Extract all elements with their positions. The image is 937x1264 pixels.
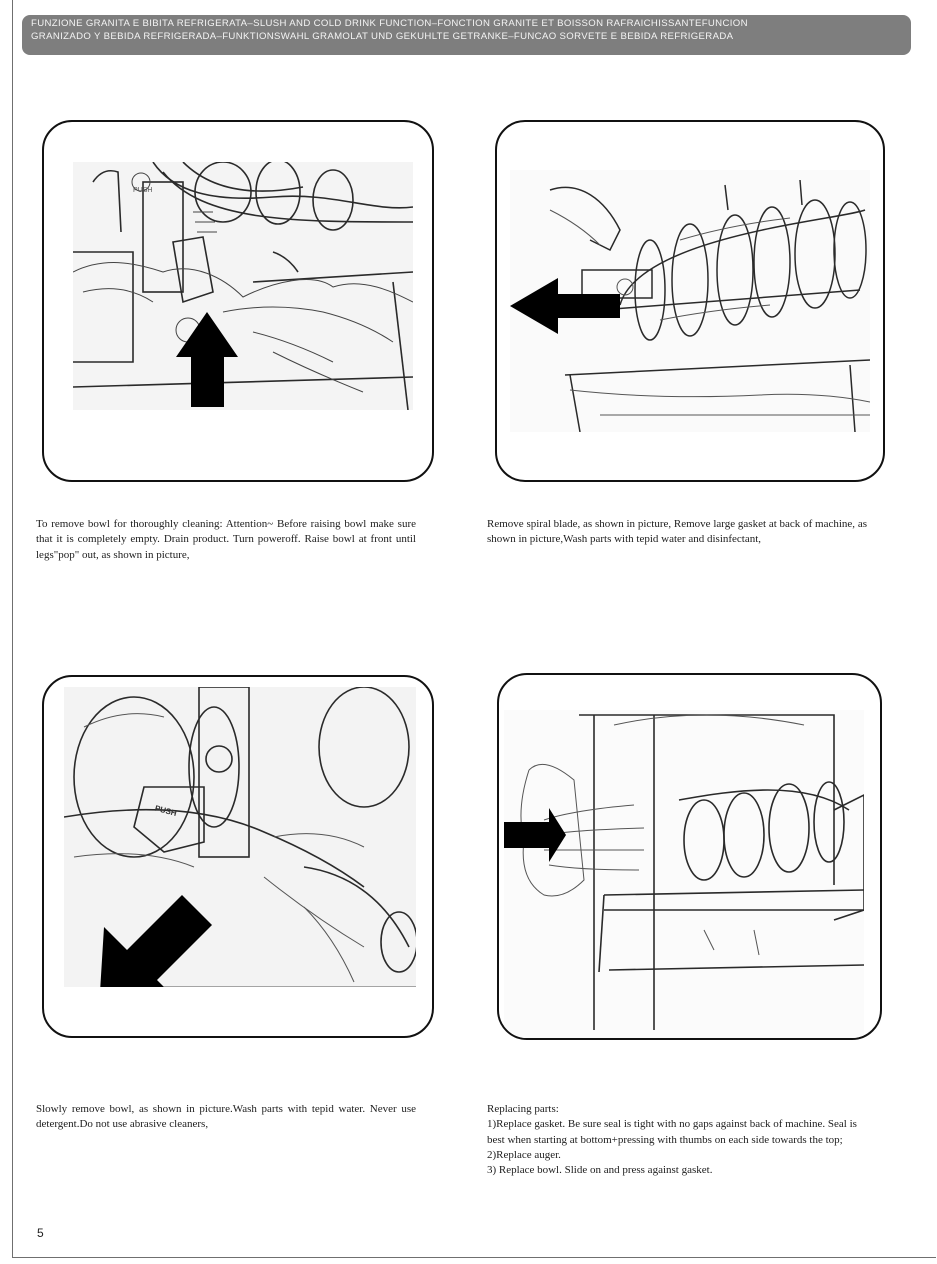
step-4-caption xyxy=(487,1102,867,1178)
step-1-photo xyxy=(73,162,413,410)
step-3-caption xyxy=(36,1102,416,1133)
step-4-item-3: 3) Replace bowl. Slide on and press against gasket. xyxy=(487,1164,713,1177)
step-2-photo-panel xyxy=(495,120,885,482)
step-4-photo xyxy=(504,710,864,1040)
push-knob-label: PUSH xyxy=(153,803,178,819)
page-number: 5 xyxy=(37,1226,44,1240)
step-2-photo xyxy=(510,170,870,432)
step-3-text: Slowly remove bowl, as shown in picture.Wash parts with tepid water. Never use detergent.Do not use abrasive cleaners, xyxy=(36,1103,416,1131)
multilingual-header-bar xyxy=(22,15,911,55)
step-4-photo-panel xyxy=(497,673,882,1040)
step-1-text: To remove bowl for thoroughly cleaning: Attention~ Before raising bowl make sure that it is completely empty. Drain product. Turn poweroff. Raise bowl at front until legs"pop" out, as shown in picture, xyxy=(36,518,416,561)
step-4-item-1: 1)Replace gasket. Be sure seal is tight with no gaps against back of machine. Seal is best when starting at bottom+pressing with thumbs on each side towards the top; xyxy=(487,1118,857,1146)
header-line-2: GRANIZADO Y BEBIDA REFRIGERADA–FUNKTIONSWAHL GRAMOLAT UND GEKUHLTE GETRANKE–FUNCAO SORVETE E BEBIDA REFRIGERADA xyxy=(31,30,734,42)
step-4-heading: Replacing parts: xyxy=(487,1103,559,1115)
push-knob-label: PUSH xyxy=(133,187,153,194)
step-3-photo-panel xyxy=(42,675,434,1038)
header-line-1: FUNZIONE GRANITA E BIBITA REFRIGERATA–SLUSH AND COLD DRINK FUNCTION–FONCTION GRANITE ET BOISSON RAFRAICHISSANTEFUNCION xyxy=(31,18,748,29)
step-2-text: Remove spiral blade, as shown in picture, Remove large gasket at back of machine, as shown in picture,Wash parts with tepid water and disinfectant, xyxy=(487,518,867,546)
step-3-photo xyxy=(64,687,416,987)
step-1-caption xyxy=(36,517,416,563)
step-2-caption xyxy=(487,517,867,548)
step-4-item-2: 2)Replace auger. xyxy=(487,1148,561,1161)
step-1-photo-panel xyxy=(42,120,434,482)
